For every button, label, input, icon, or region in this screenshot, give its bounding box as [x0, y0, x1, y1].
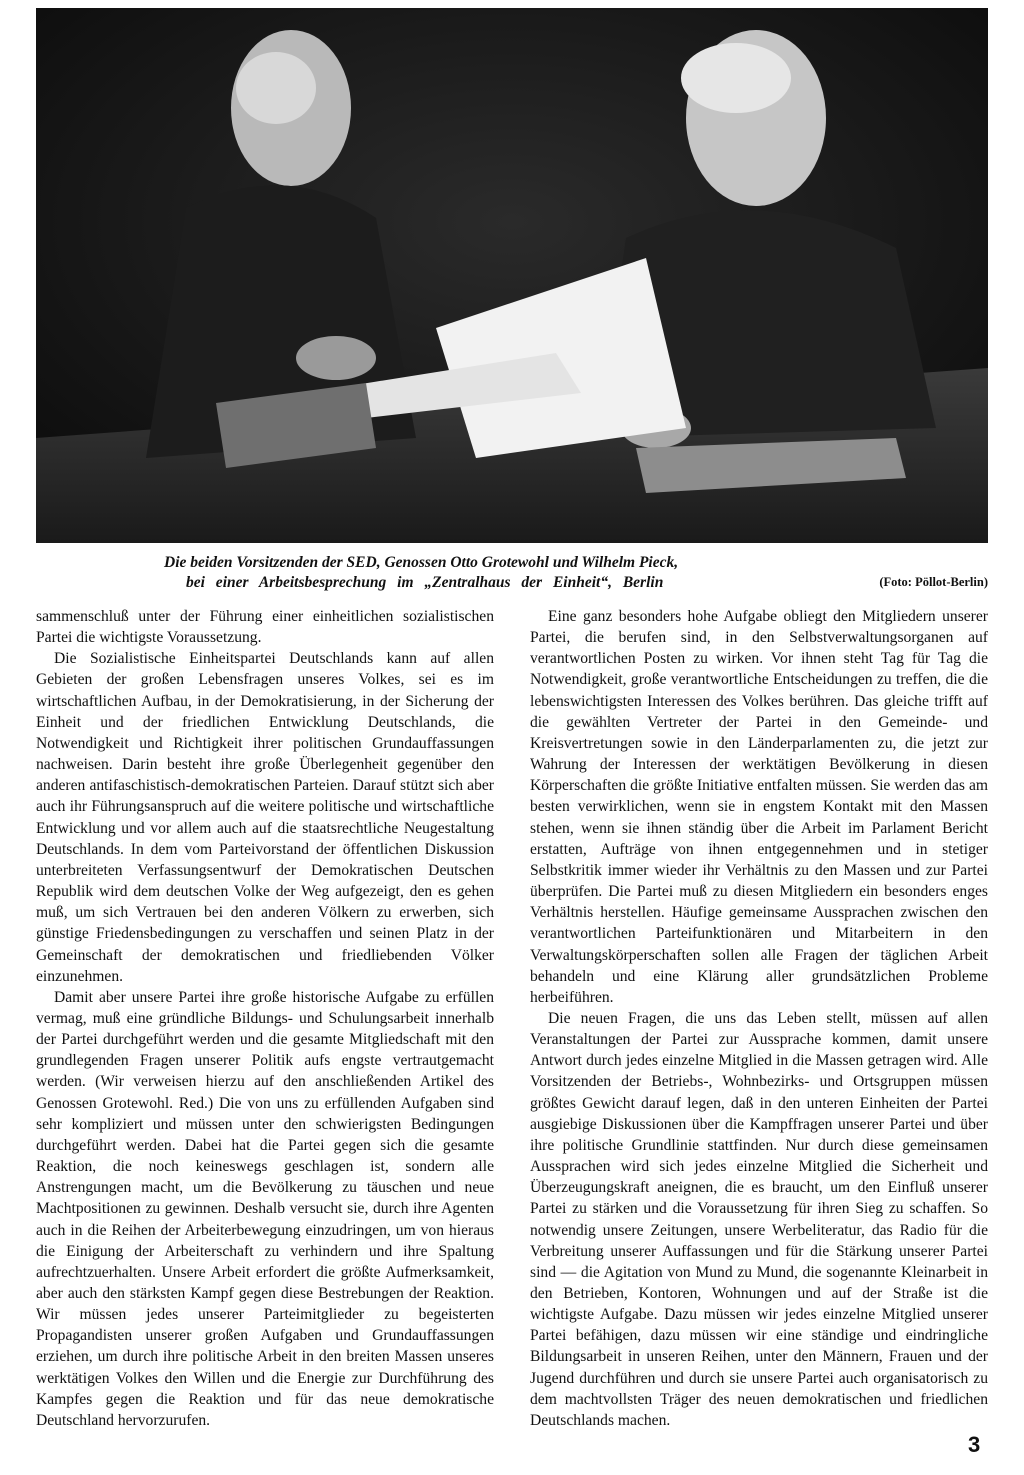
left-column — [36, 606, 494, 1431]
paragraph: Die neuen Fragen, die uns das Leben stellt, müssen auf allen Veranstaltungen der Partei zur Aussprache kommen, damit unsere Antwort durch jedes einzelne Mitglied in die Massen getragen wird. Alle Vorsitzenden der Betriebs-, Wohnbezirks- und Ortsgruppen müssen größtes Gewicht darauf legen, daß in den unteren Einheiten der Partei ausgiebige Diskussionen über die Kampffragen unserer Partei und über ihre politische Grundlinie stattfinden. Nur durch diese gemeinsamen Aussprachen wird sich jedes einzelne Mitglied die Sicherheit und Überzeugungskraft aneignen, die es braucht, um den Einfluß unserer Partei zu stärken und die Voraussetzung für ihren Sieg zu schaffen. So notwendig unsere Zeitungen, unsere Werbeliteratur, das Radio für die Verbreitung unserer Auffassungen und für die Stärkung unserer Partei sind — die Agitation von Mund zu Mund, die sogenannte Kleinarbeit in den Betrieben, Kontoren, Wohnungen und auf der Straße ist die wichtigste Aufgabe. Dazu müssen wir jedes einzelne Mitglied unserer Partei befähigen, dazu müssen wir eine ständige und eindringliche Bildungsarbeit in unseren Reihen, unter den Männern, Frauen und der Jugend durchführen und durch sie unsere Partei auch organisatorisch zu dem machtvollsten Träger des neuen demokratischen und friedlichen Deutschlands machen. — [530, 1009, 988, 1429]
right-column — [530, 606, 988, 1431]
paragraph: Die Sozialistische Einheitspartei Deutschlands kann auf allen Gebieten der großen Lebensfragen unseres Volkes, sei es im wirtschaftlichen Aufbau, in der Demokratisierung, in der Sicherung der Einheit und der friedlichen Entwicklung Deutschlands, die Notwendigkeit und Richtigkeit ihrer politischen Grundauffassungen nachweisen. Darin besteht ihre große Überlegenheit gegenüber den anderen antifaschistisch-demokratischen Parteien. Darauf stützt sich aber auch ihr Führungsanspruch auf die weitere politische und wirtschaftliche Entwicklung und vor allem auch auf die staatsrechtliche Neugestaltung Deutschlands. In dem vom Parteivorstand der öffentlichen Diskussion unterbreiteten Verfassungsentwurf der Demokratischen Deutschen Republik wird dem deutschen Volke der Weg aufgezeigt, den es gehen muß, um sich Vertrauen bei den anderen Völkern zu erwerben, sich günstige Friedensbedingungen zu verschaffen und seinen Platz in der Gemeinschaft der demokratischen und friedliebenden Völker einzunehmen. — [36, 650, 494, 985]
photo-illustration — [36, 8, 988, 543]
paragraph: sammenschluß unter der Führung einer einheitlichen sozialistischen Partei die wichtigste Voraussetzung. — [36, 608, 494, 647]
caption-line-1: Die beiden Vorsitzenden der SED, Genossen Otto Grotewohl und Wilhelm Pieck, — [164, 554, 679, 571]
photo-credit: (Foto: Pöllot-Berlin) — [879, 575, 988, 589]
caption-line-2: bei einer Arbeitsbesprechung im „Zentralhaus der Einheit“, Berlin — [186, 574, 664, 591]
paragraph: Damit aber unsere Partei ihre große historische Aufgabe zu erfüllen vermag, muß eine gründliche Bildungs- und Schulungsarbeit innerhalb der Partei durchgeführt werden und die gesamte Mitgliedschaft mit den grundlegenden Fragen unserer Politik aufs engste vertrautgemacht werden. (Wir verweisen hierzu auf den anschließenden Artikel des Genossen Grotewohl. Red.) Die von uns zu erfüllenden Aufgaben sind sehr kompliziert und müssen unter den schwierigsten Bedingungen durchgeführt werden. Dabei hat die Partei gegen sich die gesamte Reaktion, die noch keineswegs geschlagen ist, sondern alle Anstrengungen macht, um die Bevölkerung zu täuschen und neue Machtpositionen zu gewinnen. Deshalb versucht sie, durch ihre Agenten auch in die Reihen der Arbeiterbewegung einzudringen, um von hieraus die Einigung der Arbeiterschaft zu verhindern und ihre Spaltung aufrechtzuerhalten. Unsere Arbeit erfordert die größte Aufmerksamkeit, aber auch den stärksten Kampf gegen diese Bestrebungen der Reaktion. Wir müssen jedes unserer Parteimitglieder zu begeisterten Propagandisten unserer großen Aufgaben und Grundauffassungen erziehen, um durch ihre politische Arbeit in den breiten Massen unseres werktätigen Volkes den Willen und die Energie zur Durchführung des Kampfes gegen die Reaktion und für das neue demokratische Deutschland hervorzurufen. — [36, 988, 494, 1429]
photo — [36, 8, 988, 543]
paragraph: Eine ganz besonders hohe Aufgabe obliegt den Mitgliedern unserer Partei, die berufen sind, in den Selbstverwaltungsorganen auf verantwortlichen Posten zu wirken. Vor ihnen steht Tag für Tag die Notwendigkeit, große verantwortliche Entscheidungen zu treffen, die die lebenswichtigsten Interessen des Volkes berühren. Das gleiche trifft auf die gewählten Vertreter der Partei in den Gemeinde- und Kreisvertretungen sowie in den Länderparlamenten zu, die jetzt zur Wahrung der Interessen der werktätigen Bevölkerung in diesen Körperschaften die größte Initiative entfalten müssen. Sie werden das am besten verwirklichen, wenn sie in engstem Kontakt mit den Massen stehen, wenn sie ihnen ständig über die Arbeit im Parlament Bericht erstatten, Aufträge von ihnen entgegennehmen und in stetiger Selbstkritik immer wieder ihr Verhältnis zu den Massen und zur Partei überprüfen. Die Partei muß zu diesen Mitgliedern ein besonders enges Verhältnis herstellen. Häufige gemeinsame Aussprachen zwischen den verantwortlichen Parteifunktionären und Mitarbeitern in den Verwaltungskörperschaften sollen alle Fragen der täglichen Arbeit behandeln und eine Klärung aller grundsätzlichen Probleme herbeiführen. — [530, 608, 988, 1006]
photo-caption — [36, 553, 988, 593]
page-number: 3 — [968, 1432, 981, 1457]
